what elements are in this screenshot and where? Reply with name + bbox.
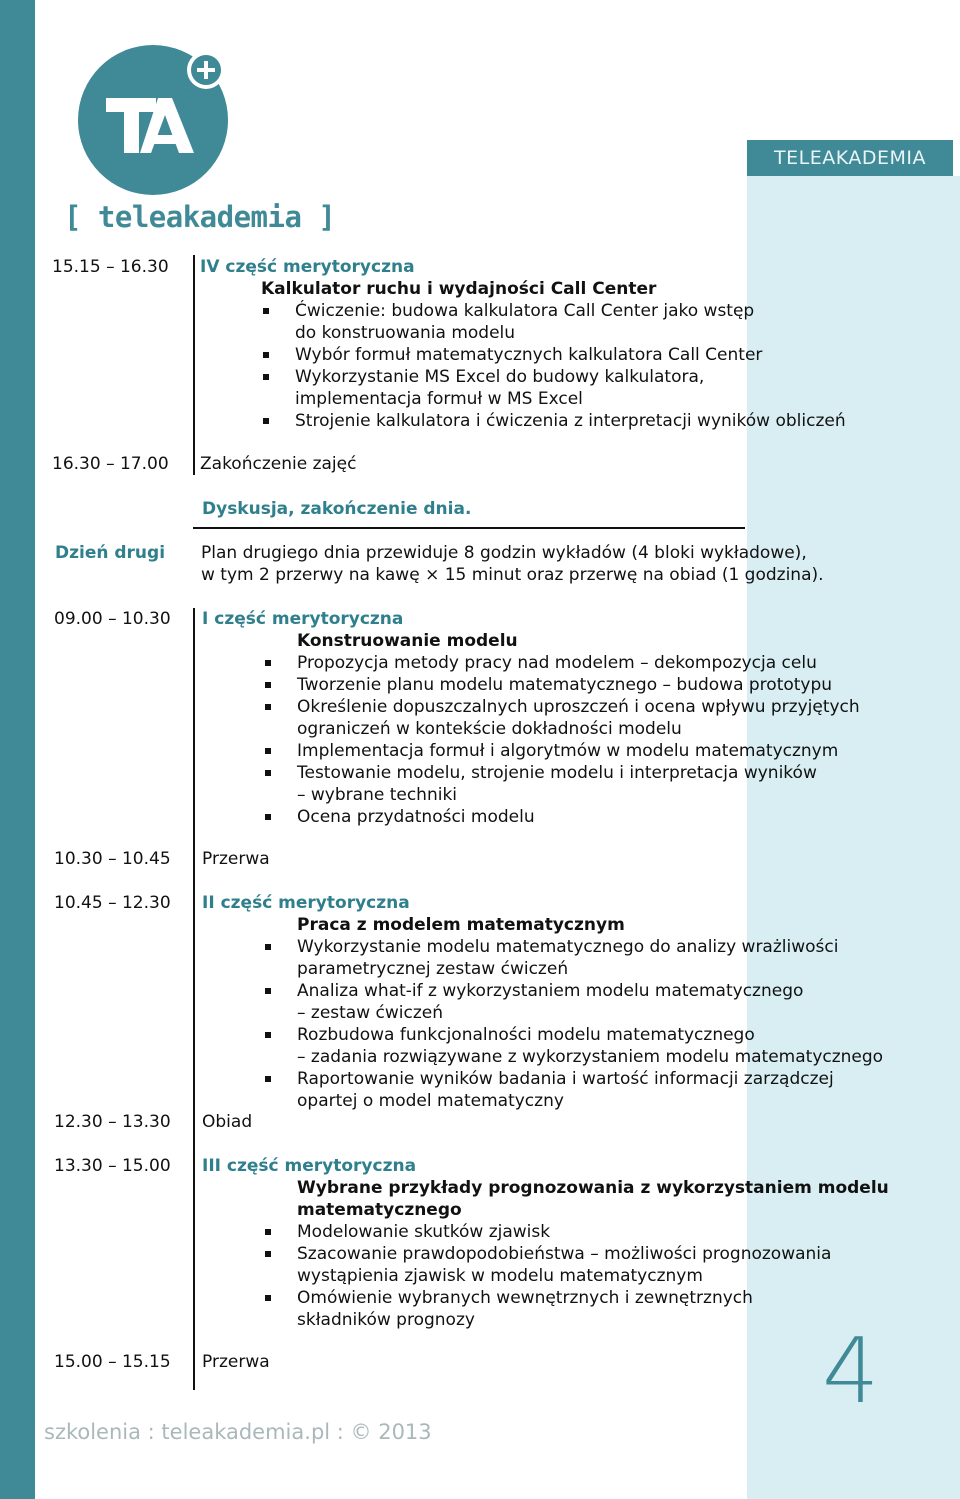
section-heading: II część merytoryczna (202, 893, 410, 913)
list-item: Testowanie modelu, strojenie modelu i interpretacja wyników – wybrane techniki (263, 762, 860, 806)
list-item: Implementacja formuł i algorytmów w modelu matematycznym (263, 740, 860, 762)
left-accent-bar (0, 0, 35, 1499)
footer-text: szkolenia : teleakademia.pl : © 2013 (44, 1420, 432, 1444)
list-item: Rozbudowa funkcjonalności modelu matematycznego – zadania rozwiązywane z wykorzystaniem modelu matematycznego (263, 1024, 883, 1068)
section-subheading: Konstruowanie modelu (297, 631, 518, 651)
section-note: Dyskusja, zakończenie dnia. (202, 499, 472, 519)
time-slot: 15.00 – 15.15 (54, 1352, 171, 1372)
topic-list (263, 936, 883, 1112)
list-item: Ćwiczenie: budowa kalkulatora Call Center jako wstęp do konstruowania modelu (261, 300, 846, 344)
section-heading: Przerwa (202, 849, 270, 869)
list-item: Szacowanie prawdopodobieństwa – możliwości prognozowania wystąpienia zjawisk w modelu matematycznym (263, 1243, 831, 1287)
list-item: Raportowanie wyników badania i wartość informacji zarządczej opartej o model matematyczny (263, 1068, 883, 1112)
list-item: Ocena przydatności modelu (263, 806, 860, 828)
day-label: Dzień drugi (55, 543, 166, 563)
time-slot: 15.15 – 16.30 (52, 257, 169, 277)
time-slot: 10.45 – 12.30 (54, 893, 171, 913)
logo-wordmark: [ teleakademia ] (64, 200, 336, 234)
list-item: Strojenie kalkulatora i ćwiczenia z interpretacji wyników obliczeń (261, 410, 846, 432)
section-subheading: Wybrane przykłady prognozowania z wykorzystaniem modelu (297, 1178, 889, 1198)
list-item: Wykorzystanie MS Excel do budowy kalkulatora, implementacja formuł w MS Excel (261, 366, 846, 410)
section-heading: Obiad (202, 1112, 253, 1132)
time-slot: 12.30 – 13.30 (54, 1112, 171, 1132)
section-heading: Przerwa (202, 1352, 270, 1372)
header-title: TELEAKADEMIA (747, 140, 953, 176)
time-slot: 10.30 – 10.45 (54, 849, 171, 869)
list-item: Tworzenie planu modelu matematycznego – budowa prototypu (263, 674, 860, 696)
section-heading: I część merytoryczna (202, 609, 404, 629)
topic-list (263, 1221, 831, 1331)
time-slot: 09.00 – 10.30 (54, 609, 171, 629)
list-item: Analiza what-if z wykorzystaniem modelu matematycznego – zestaw ćwiczeń (263, 980, 883, 1024)
section-divider (193, 527, 745, 529)
section-subheading: Kalkulator ruchu i wydajności Call Center (261, 279, 657, 299)
list-item: Propozycja metody pracy nad modelem – dekompozycja celu (263, 652, 860, 674)
list-item: Wybór formuł matematycznych kalkulatora Call Center (261, 344, 846, 366)
day-plan-line: Plan drugiego dnia przewiduje 8 godzin wykładów (4 bloki wykładowe), (201, 543, 807, 563)
time-slot: 13.30 – 15.00 (54, 1156, 171, 1176)
list-item: Omówienie wybranych wewnętrznych i zewnętrznych składników prognozy (263, 1287, 831, 1331)
section-subheading: matematycznego (297, 1200, 462, 1220)
list-item: Modelowanie skutków zjawisk (263, 1221, 831, 1243)
section-heading: III część merytoryczna (202, 1156, 417, 1176)
day-plan-line: w tym 2 przerwy na kawę × 15 minut oraz przerwę na obiad (1 godzina). (201, 565, 824, 585)
list-item: Wykorzystanie modelu matematycznego do analizy wrażliwości parametrycznej zestaw ćwiczeń (263, 936, 883, 980)
time-slot: 16.30 – 17.00 (52, 454, 169, 474)
timeline-line (193, 608, 195, 1390)
topic-list (263, 652, 860, 828)
timeline-line (193, 255, 195, 475)
topic-list (261, 300, 846, 432)
page-number: 4 (822, 1319, 880, 1424)
list-item: Określenie dopuszczalnych uproszczeń i ocena wpływu przyjętych ograniczeń w kontekście dokładności modelu (263, 696, 860, 740)
section-subheading: Praca z modelem matematycznym (297, 915, 625, 935)
section-heading: IV część merytoryczna (200, 257, 415, 277)
section-heading: Zakończenie zajęć (200, 454, 357, 474)
